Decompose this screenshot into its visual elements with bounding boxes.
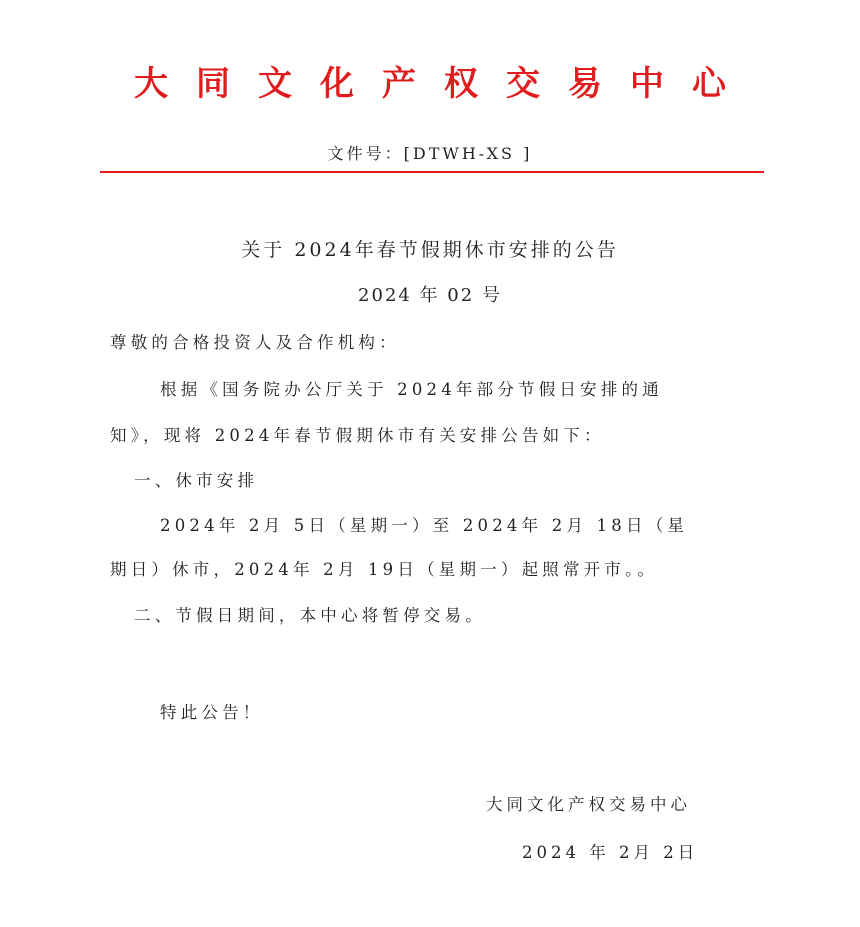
closing-statement: 特此公告！ xyxy=(160,703,264,722)
signature-date: 2024 年 2月 2日 xyxy=(522,843,699,862)
section-1-paragraph-line-1: 2024年 2月 5日（星期一）至 2024年 2月 18日（星 xyxy=(160,516,689,535)
notice-number: 2024 年 02 号 xyxy=(358,285,502,306)
salutation: 尊敬的合格投资人及合作机构： xyxy=(110,333,400,352)
section-2-heading: 二、节假日期间，本中心将暂停交易。 xyxy=(134,606,486,625)
header-divider xyxy=(100,171,764,173)
intro-paragraph-line-1: 根据《国务院办公厅关于 2024年部分节假日安排的通 xyxy=(160,380,663,399)
signature-organization: 大同文化产权交易中心 xyxy=(486,795,691,814)
section-1-paragraph-line-2: 期日）休市，2024年 2月 19日（星期一）起照常开市。。 xyxy=(110,560,659,579)
masthead-organization-name: 大同文化产权交易中心 xyxy=(134,64,754,104)
notice-title: 关于 2024年春节假期休市安排的公告 xyxy=(241,239,619,261)
intro-paragraph-line-2: 知》，现将 2024年春节假期休市有关安排公告如下： xyxy=(110,426,605,445)
section-1-heading: 一、休市安排 xyxy=(134,471,259,490)
file-number: 文件号：[DTWH-XS ] xyxy=(327,144,533,163)
